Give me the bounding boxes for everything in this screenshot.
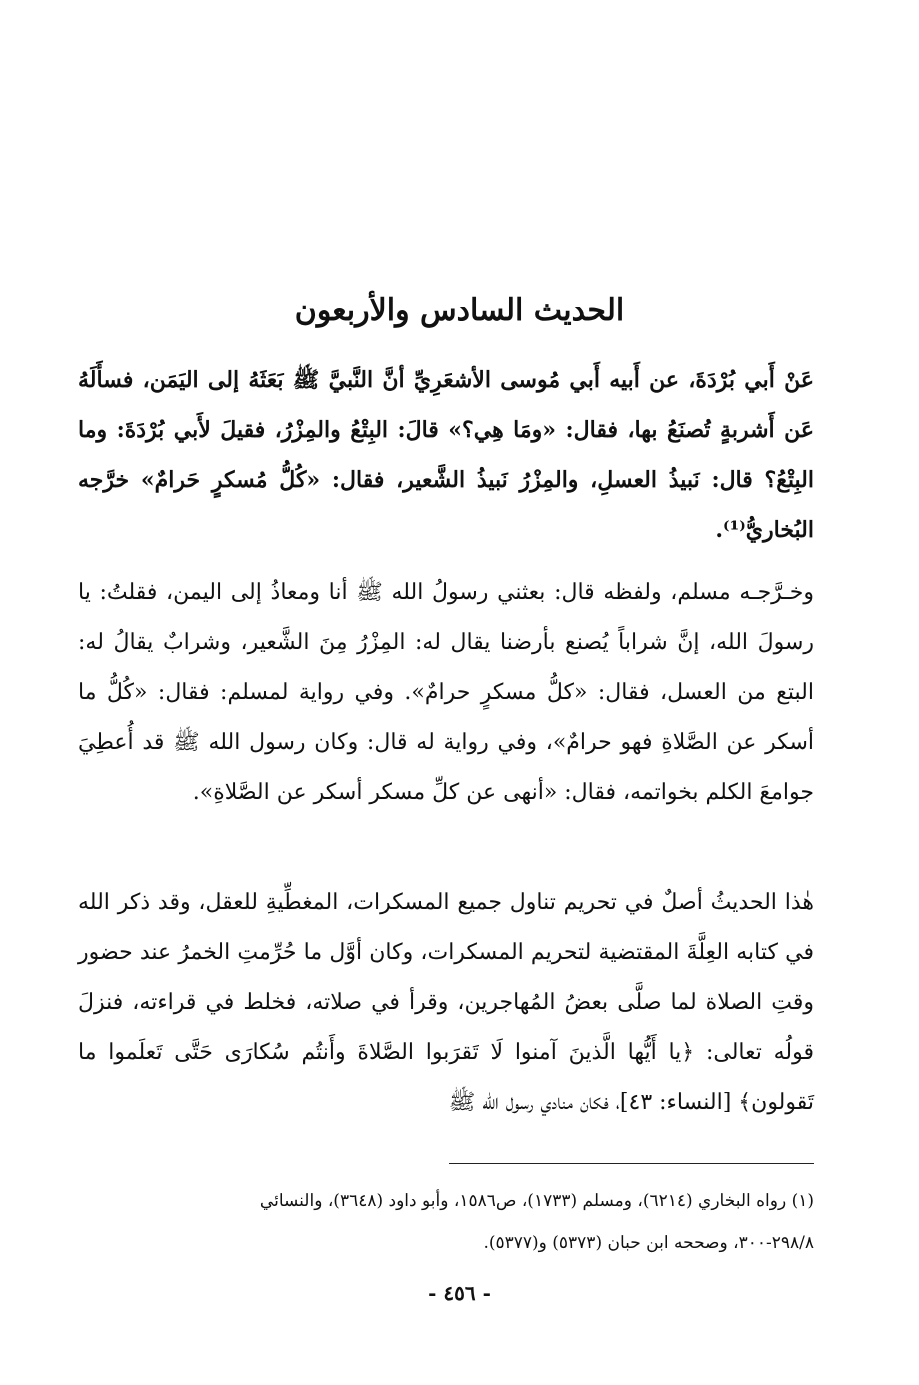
footnote-line: ٢٩٨/٨-٣٠٠، وصححه ابن حبان (٥٣٧٣) و(٥٣٧٧). — [483, 1233, 814, 1253]
footnote-line: (١) رواه البخاري (٦٢١٤)، ومسلم (١٧٣٣)، ص١٥٨٦، وأبو داود (٣٦٤٨)، والنسائي — [259, 1191, 814, 1211]
commentary-paragraph-muslim: وخـرَّجـه مسلم، ولفظه قال: بعثني رسولُ الله ﷺ أنا ومعاذُ إلى اليمن، فقلتُ: يا رسولَ الله، إنَّ شراباً يُصنع بأرضنا يقال له: المِزْرُ مِنَ الشَّعير، وشرابٌ يقالُ له: البتع من العسل، فقال: «كلُّ مسكرٍ حرامٌ». وفي رواية لمسلم: فقال: «كُلُّ ما أسكر عن الصَّلاةِ فهو حرامٌ»، وفي رواية له قال: وكان رسول الله ﷺ قد أُعطِيَ جوامعَ الكلم بخواتمه، فقال: «أنهى عن كلِّ مسكر أسكر عن الصَّلاةِ». — [78, 580, 814, 805]
page-number: - ٤٥٦ - — [428, 1281, 491, 1305]
footnote-separator — [449, 1163, 814, 1164]
commentary-paragraph-explanation: هٰذا الحديثُ أصلٌ في تحريم تناول جميع المسكرات، المغطِّيةِ للعقل، وقد ذكر الله في كتابه العِلَّةَ المقتضية لتحريم المسكرات، وكان أوَّل ما حُرِّمتِ الخمرُ عند حضور وقتِ الصلاة لما صلَّى بعضُ المُهاجرين، وقرأ في صلاته، فخلط في قراءته، فنزلَ قولُه تعالى: ﴿يا أَيُّها الَّذينَ آمنوا لَا تَقرَبوا الصَّلاةَ وأَنتُم سُكارَى حَتَّى تَعلَموا ما تَقولون﴾ [النساء: ٤٣]، فكان منادي رسول الله ﷺ — [78, 890, 814, 1115]
hadith-text: عَنْ أَبي بُرْدَةَ، عن أَبيه أَبي مُوسى الأشعَرِيِّ أنَّ النَّبيَّ ﷺ بَعَثَهُ إلى اليَمَن، فسأَلَهُ عَن أَشربةٍ تُصنَعُ بها، فقال: «ومَا هِي؟» قالَ: البِتْعُ والمِزْرُ، فقيلَ لأَبي بُرْدَةَ: وما البِتْعُ؟ قال: نَبيذُ العسلِ، والمِزْرُ نَبيذُ الشَّعير، فقال: «كُلُّ مُسكرٍ حَرامٌ» خرَّجه البُخاريُّ⁽¹⁾. — [78, 367, 814, 543]
hadith-title: الحديث السادس والأربعون — [294, 293, 625, 328]
footnote — [78, 1180, 814, 1264]
